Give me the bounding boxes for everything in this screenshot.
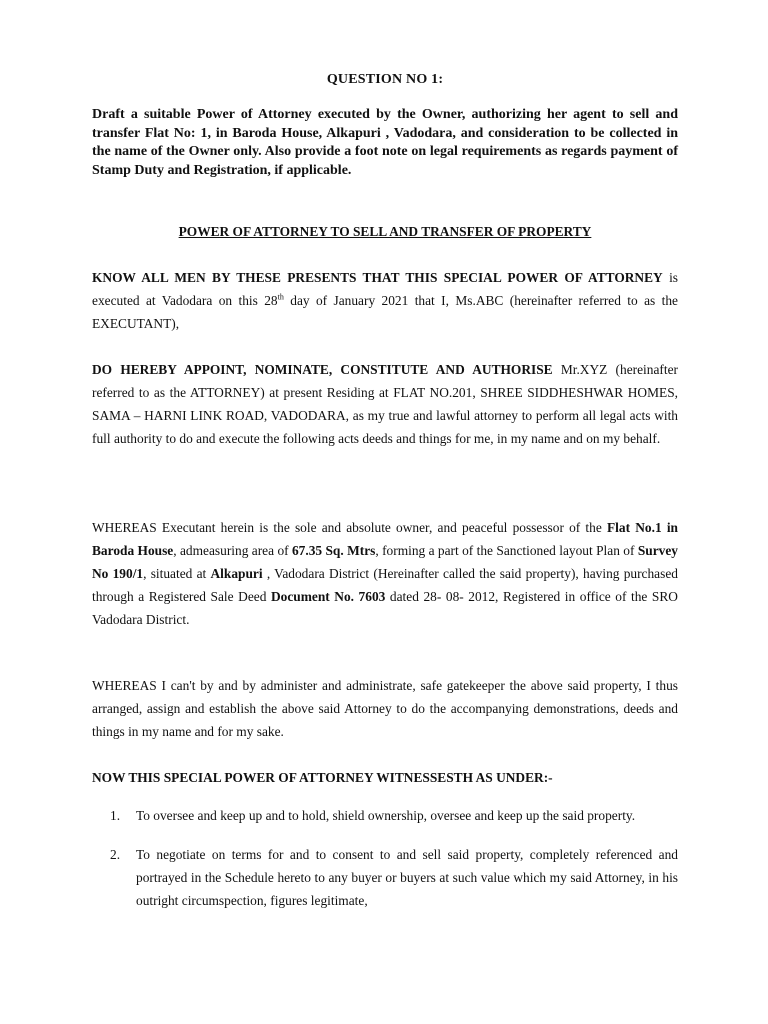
paragraph-appoint bbox=[92, 358, 678, 450]
paragraph-text: , Vadodara District (Hereinafter called the said property), having purchased through a Registered Sale Deed bbox=[92, 566, 678, 604]
paragraph-lead-bold: DO HEREBY APPOINT, NOMINATE, CONSTITUTE AND AUTHORISE bbox=[92, 362, 553, 377]
paragraph-text: , admeasuring area of bbox=[173, 543, 292, 558]
question-text: Draft a suitable Power of Attorney executed by the Owner, authorizing her agent to sell and transfer Flat No: 1, in Baroda House, Alkapuri , Vadodara, and consideration to be collected in the name of the Owner only. Also provide a foot note on legal requirements as regards payment of Stamp Duty and Registration, if applicable. bbox=[92, 107, 678, 178]
list-item-text: To negotiate on terms for and to consent to and sell said property, completely referenced and portrayed in the Schedule hereto to any buyer or buyers at such value which my said Attorney, in his outright circumspection, figures legitimate, bbox=[136, 847, 678, 908]
locality: Alkapuri bbox=[210, 566, 263, 581]
document-title: POWER OF ATTORNEY TO SELL AND TRANSFER OF PROPERTY bbox=[178, 224, 592, 239]
paragraph-text: Mr.XYZ (hereinafter referred to as the ATTORNEY) at present Residing at FLAT NO.201, SHREE SIDDHESHWAR HOMES, SAMA – HARNI LINK ROAD, VADODARA, as my true and lawful attorney to perform all legal acts with full authority to do and execute the following acts deeds and things for me, in my name and on my behalf. bbox=[92, 362, 678, 446]
paragraph-text: is executed at Vadodara on this 28 bbox=[92, 270, 679, 308]
question-title: QUESTION NO 1: bbox=[326, 72, 444, 87]
list-item bbox=[110, 804, 678, 827]
paragraph-know-all-men bbox=[92, 266, 678, 335]
paragraph-whereas-owner bbox=[92, 516, 678, 631]
paragraph-text: WHEREAS Executant herein is the sole and absolute owner, and peaceful possessor of the bbox=[92, 520, 607, 535]
list-item-number: 2. bbox=[110, 847, 121, 862]
superscript-th: th bbox=[277, 292, 284, 302]
paragraph-text: day of January 2021 that I, Ms.ABC (hereinafter referred to as the EXECUTANT), bbox=[92, 293, 679, 331]
flat-area: 67.35 Sq. Mtrs bbox=[291, 543, 376, 558]
list-item-text: To oversee and keep up and to hold, shield ownership, oversee and keep up the said property. bbox=[136, 808, 636, 823]
paragraph-text: , situated at bbox=[143, 566, 211, 581]
survey-number: Survey No 190/1 bbox=[92, 543, 678, 581]
paragraph-text: , forming a part of the Sanctioned layout Plan of bbox=[375, 543, 638, 558]
paragraph-lead-bold: KNOW ALL MEN BY THESE PRESENTS THAT THIS SPECIAL POWER OF ATTORNEY bbox=[92, 270, 663, 285]
flat-name: Flat No.1 in Baroda House bbox=[92, 520, 678, 558]
witness-heading: NOW THIS SPECIAL POWER OF ATTORNEY WITNESSESTH AS UNDER:- bbox=[92, 770, 553, 785]
list-item-number: 1. bbox=[110, 808, 121, 823]
paragraph-text: dated 28- 08- 2012, Registered in office of the SRO Vadodara District. bbox=[92, 589, 678, 627]
list-item bbox=[110, 843, 678, 912]
paragraph-whereas-appoint: WHEREAS I can't by and by administer and administrate, safe gatekeeper the above said property, I thus arranged, assign and establish the above said Attorney to do the accompanying demonstrations, deeds and things in my name and for my sake. bbox=[92, 678, 678, 739]
document-number: Document No. 7603 bbox=[270, 589, 386, 604]
clauses-list bbox=[110, 804, 678, 912]
